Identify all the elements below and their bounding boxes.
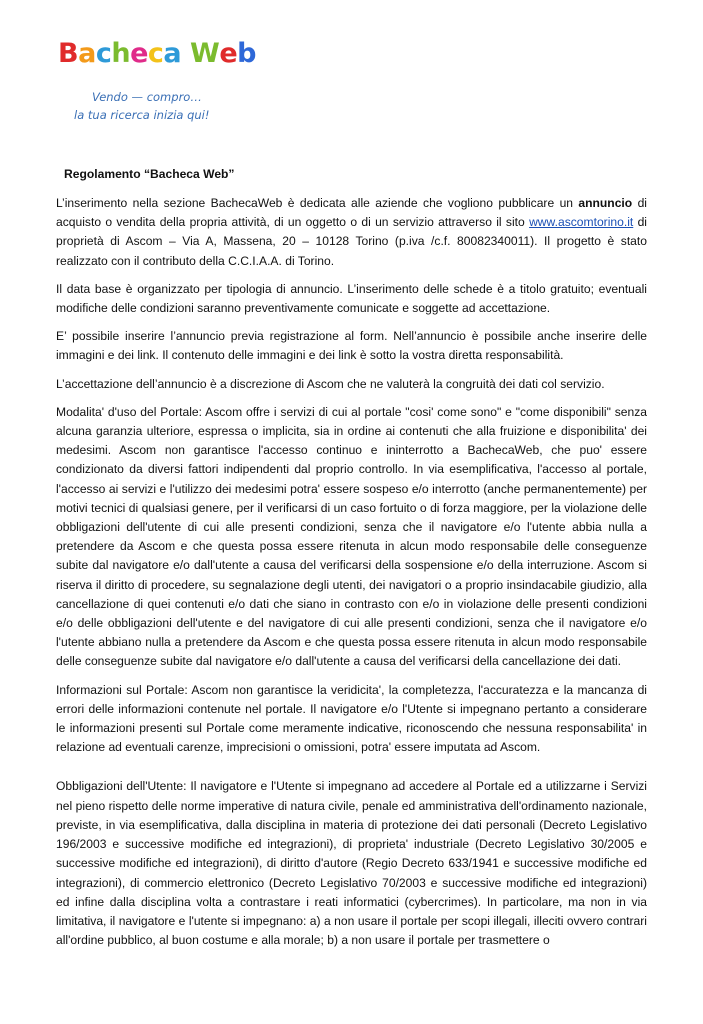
paragraph-acceptance: L’accettazione dell’annuncio è a discrezione di Ascom che ne valuterà la congruità dei dati col servizio. bbox=[56, 376, 605, 391]
paragraph-intro-bold: annuncio bbox=[578, 196, 633, 210]
bacheca-web-logo bbox=[58, 38, 256, 135]
logo-letter: c bbox=[147, 38, 164, 69]
logo-letter: B bbox=[58, 38, 79, 69]
logo-letter: b bbox=[237, 38, 256, 69]
paragraph-intro-text-3: di proprietà di Ascom – Via A, Massena, 20 – 10128 Torino (p.iva /c.f. 80082340011). Il progetto è stato realizzato con il contributo della C.C.I.A.A. di Torino. bbox=[56, 215, 647, 268]
logo-letter: e bbox=[130, 38, 148, 69]
logo-letter: c bbox=[95, 38, 112, 69]
logo-letter: h bbox=[111, 38, 131, 69]
logo-tagline-2: la tua ricerca inizia qui! bbox=[74, 108, 210, 122]
paragraph-information: Informazioni sul Portale: Ascom non garantisce la veridicita', la completezza, l'accuratezza e la mancanza di errori delle informazioni contenute nel portale. Il navigatore e/o l'Utente si impegnano pertanto a considerare le informazioni presenti sul Portale come meramente indicative, riconoscendo che nessuna responsabilita' in relazione ad eventuali carenze, imprecisioni o omissioni, potra' essere imputata ad Ascom. bbox=[56, 682, 647, 755]
paragraph-intro bbox=[56, 194, 647, 271]
paragraph-registration: E’ possibile inserire l’annuncio previa registrazione al form. Nell’annuncio è possibile anche inserire delle immagini e dei link. Il contenuto delle immagini e dei link è sotto la vostra diretta responsabilità. bbox=[56, 329, 647, 363]
document-title: Regolamento “Bacheca Web” bbox=[64, 167, 235, 181]
paragraph-obligations: Obbligazioni dell'Utente: Il navigatore e l'Utente si impegnano ad accedere al Portale ed a utilizzarne i Servizi nel pieno rispetto delle norme imperative di natura civile, penale ed amministrativa dell'ordinamento nazionale, previste, in via esemplificativa, dalla disciplina in materia di protezione dei dati personali (Decreto Legislativo 196/2003 e successive modifiche ed integrazioni), di proprieta' industriale (Decreto Legislativo 30/2005 e successive modifiche ed integrazioni), di diritto d'autore (Regio Decreto 633/1941 e successive modifiche ed integrazioni), di commercio elettronico (Decreto Legislativo 70/2003 e successive modifiche ed integrazioni) ed infine dalla disciplina volta a contrastare i reati informatici (cybercrimes). In particolare, ma non in via limitativa, il navigatore e l'utente si impegnano: a) a non usare il portale per scopi illegali, illeciti ovvero contrari all'ordine pubblico, al buon costume e alla morale; b) a non usare il portale per trasmettere o bbox=[56, 779, 647, 948]
logo-letter: e bbox=[219, 38, 238, 69]
logo-letter bbox=[181, 40, 190, 67]
paragraph-database: Il data base è organizzato per tipologia di annuncio. L’inserimento delle schede è a titolo gratuito; eventuali modifiche delle condizioni saranno preventivamente comunicate e soggette ad accettazione. bbox=[56, 281, 647, 316]
document-body bbox=[56, 165, 647, 959]
logo-letter: W bbox=[190, 38, 220, 69]
logo-letter: a bbox=[78, 38, 96, 69]
paragraph-intro-text-1: L’inserimento nella sezione BachecaWeb è dedicata alle aziende che vogliono pubblicare un bbox=[56, 196, 579, 210]
paragraph-usage: Modalita' d'uso del Portale: Ascom offre i servizi di cui al portale "cosi' come sono" e "come disponibili" senza alcuna garanzia ulteriore, espressa o implicita, sia in ordine ai contenuti che alla fruizione e disponibilita' dei medesimi. Ascom non garantisce l'accesso continuo e ininterrotto a BachecaWeb, che puo' essere condizionato da diversi fattori indipendenti dal proprio controllo. In via esemplificativa, l'accesso al portale, l'accesso ai servizi e l'utilizzo dei medesimi potra' essere sospeso e/o interrotto (anche permanentemente) per motivi tecnici di qualsiasi genere, per il verificarsi di un caso fortuito o di forza maggiore, per la violazione delle obbligazioni dell'utente di cui alle presenti condizioni, senza che il navigatore e/o l'utente abbia nulla a pretendere da Ascom e che questa possa essere ritenuta in alcun modo responsabile delle conseguenze subite dal navigatore e/o dall'utente a causa del verificarsi della sospensione e/o della interruzione. Ascom si riserva il diritto di procedere, su segnalazione degli utenti, dei navigatori o a proprio insindacabile giudizio, alla cancellazione di quei contenuti e/o dati che siano in contrasto con e/o in violazione delle presenti condizioni e/o delle obbligazioni dell'utente e del navigatore di cui alle presenti condizioni, senza che il navigatore e/o l'utente abbiano nulla a pretendere da Ascom e che questa possa essere ritenuta in alcun modo responsabile delle conseguenze subite dal navigatore e/o dall'utente a causa del verificarsi della cancellazione dei dati. bbox=[56, 404, 647, 669]
logo-letter: a bbox=[163, 38, 182, 69]
ascomtorino-link[interactable]: www.ascomtorino.it bbox=[529, 215, 634, 230]
logo-tagline-1: Vendo — compro… bbox=[92, 90, 202, 104]
paragraph-intro-text-2: di acquisto o vendita della propria attività, di un oggetto o di un servizio attraverso il sito bbox=[56, 196, 647, 230]
logo-wordmark bbox=[58, 40, 256, 67]
